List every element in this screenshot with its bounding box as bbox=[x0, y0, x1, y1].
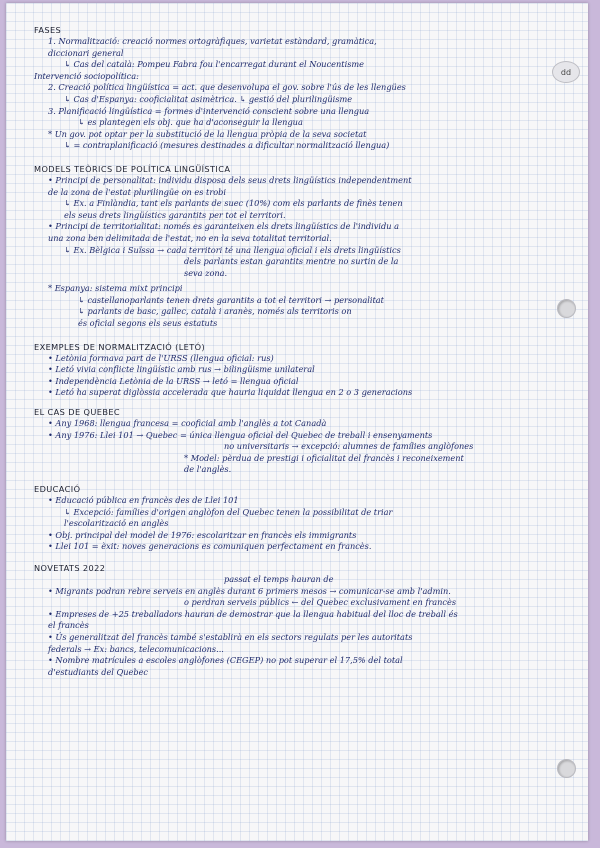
note-line: ↳ es plantegen els obj. que ha d'aconseguir la llengua bbox=[78, 117, 303, 128]
note-line: els seus drets lingüístics garantits per tot el territori. bbox=[64, 209, 286, 220]
section-heading: EDUCACIÓ bbox=[34, 484, 81, 494]
section-fases bbox=[34, 25, 552, 152]
note-line: • Obj. principal del model de 1976: escolaritzar en francès els immigrants bbox=[48, 529, 357, 540]
binder-hole bbox=[557, 759, 576, 778]
note-line: ↳ Ex. Bèlgica i Suïssa → cada territori té una llengua oficial i els drets lingüístics bbox=[64, 244, 401, 255]
note-line: • Migrants podran rebre serveis en anglès durant 6 primers mesos → comunicar-se amb l'admin. bbox=[48, 585, 451, 596]
note-line: • Letònia formava part de l'URSS (llengua oficial: rus) bbox=[48, 352, 274, 363]
note-line: o perdran serveis públics ← del Quebec exclusivament en francès bbox=[184, 597, 457, 608]
section-heading: MODELS TEÒRICS DE POLÍTICA LINGÜÍSTICA bbox=[34, 163, 231, 174]
note-line: ↳ Ex. a Finlàndia, tant els parlants de suec (10%) com els parlants de finès tenen bbox=[64, 198, 403, 209]
note-line: l'escolarització en anglès bbox=[64, 518, 169, 529]
note-line: no universitaris → excepció: alumnes de famílies anglòfones bbox=[224, 441, 474, 452]
note-line: * Espanya: sistema mixt principi bbox=[48, 283, 183, 294]
note-line: Intervenció sociopolítica: bbox=[34, 70, 139, 81]
note-line: • Educació pública en francès des de Llei 101 bbox=[48, 495, 239, 505]
note-line: ↳ Cas d'Espanya: cooficialitat asimètrica. ↳ gestió del plurilingüisme bbox=[64, 93, 353, 104]
note-line: ↳ castellanoparlants tenen drets garantits a tot el territori → personalitat bbox=[78, 294, 384, 305]
note-line: federals → Ex: bancs, telecomunicacions... bbox=[48, 643, 224, 654]
note-line: d'estudiants del Quebec bbox=[48, 666, 149, 677]
note-line: • Empreses de +25 treballadors hauran de demostrar que la llengua habitual del lloc de treball és bbox=[48, 608, 458, 619]
note-line: és oficial segons els seus estatuts bbox=[78, 318, 218, 329]
note-line: * Un gov. pot optar per la substitució de la llengua pròpia de la seva societat bbox=[48, 128, 367, 139]
note-line: 3. Planificació lingüística = formes d'intervenció conscient sobre una llengua bbox=[48, 105, 370, 116]
section-quebec bbox=[34, 407, 552, 476]
note-line: • Letó ha superat diglòssia accelerada que hauria liquidat llengua en 2 o 3 generacions bbox=[48, 387, 413, 398]
note-line: ↳ Cas del català: Pompeu Fabra fou l'encarregat durant el Noucentisme bbox=[64, 59, 365, 70]
note-line: seva zona. bbox=[184, 267, 228, 278]
side-tab[interactable]: dd bbox=[552, 61, 580, 83]
note-line: • Ús generalitzat del francès també s'establirà en els sectors regulats per les autoritats bbox=[48, 631, 413, 642]
note-line: • Llei 101 = èxit: noves generacions es comuniquen perfectament en francès. bbox=[48, 541, 372, 552]
note-line: ↳ Excepció: famílies d'origen anglòfon del Quebec tenen la possibilitat de triar bbox=[64, 506, 393, 517]
note-line: de l'anglès. bbox=[184, 464, 232, 475]
section-novetats bbox=[34, 563, 552, 678]
section-educacio bbox=[34, 484, 552, 553]
note-line: * Model: pèrdua de prestigi i oficialitat del francès i reconeixement bbox=[184, 452, 464, 463]
note-line: ↳ parlants de basc, gallec, català i aranès, només als territoris on bbox=[78, 306, 352, 317]
note-line: el francès bbox=[48, 620, 89, 631]
note-line: • Letó vivia conflicte lingüístic amb rus → bilingüisme unilateral bbox=[48, 364, 315, 375]
note-line: • Principi de personalitat: individu disposa dels seus drets lingüístics independentment bbox=[48, 174, 412, 185]
notes-content bbox=[34, 25, 552, 678]
note-line: • Independència Letònia de la URSS → letó = llengua oficial bbox=[48, 375, 299, 386]
binder-hole bbox=[557, 299, 576, 318]
note-line: dels parlants estan garantits mentre no surtin de la bbox=[184, 256, 399, 267]
note-line: • Nombre matrícules a escoles anglòfones (CEGEP) no pot superar el 17,5% del total bbox=[48, 655, 403, 666]
section-heading: EXEMPLES DE NORMALITZACIÓ (LETÓ) bbox=[34, 341, 206, 352]
section-exemples bbox=[34, 342, 552, 399]
note-line: ↳ = contraplanificació (mesures destinades a dificultar normalització llengua) bbox=[64, 140, 390, 151]
notebook-page bbox=[6, 3, 588, 841]
note-line: • Any 1976: Llei 101 → Quebec = única llengua oficial del Quebec de treball i ensenyaments bbox=[48, 429, 433, 440]
note-line: • Principi de territorialitat: només es garanteixen els drets lingüístics de l'individu a bbox=[48, 221, 399, 232]
note-line: passat el temps hauran de bbox=[224, 573, 334, 584]
note-line: diccionari general bbox=[48, 47, 124, 58]
note-line: de la zona de l'estat plurilingüe on es trobi bbox=[48, 186, 227, 197]
note-line: • Any 1968: llengua francesa = cooficial amb l'anglès a tot Canadà bbox=[48, 418, 327, 429]
note-line: una zona ben delimitada de l'estat, no en la seva totalitat territorial. bbox=[48, 232, 332, 243]
note-line: 2. Creació política lingüística = act. que desenvolupa el gov. sobre l'ús de les llengües bbox=[48, 82, 406, 93]
note-line: 1. Normalització: creació normes ortogràfiques, varietat estàndard, gramàtica, bbox=[48, 36, 377, 46]
section-heading: FASES bbox=[34, 25, 62, 35]
section-heading: NOVETATS 2022 bbox=[34, 562, 106, 573]
section-heading: EL CAS DE QUEBEC bbox=[34, 407, 121, 418]
section-models bbox=[34, 164, 552, 330]
